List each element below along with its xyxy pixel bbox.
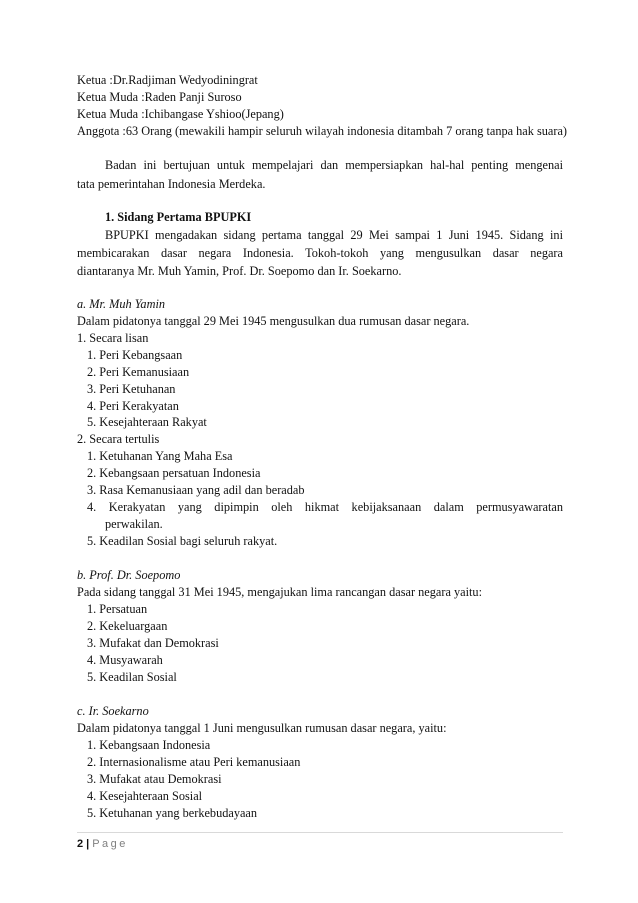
list-item: 2. Kekeluargaan: [87, 619, 168, 633]
page-footer: [77, 837, 128, 851]
sidang-paragraph-line: diantaranya Mr. Muh Yamin, Prof. Dr. Soepomo dan Ir. Soekarno.: [77, 264, 402, 278]
list-item-continuation: perwakilan.: [105, 517, 163, 531]
list-item: 1. Kebangsaan Indonesia: [87, 738, 211, 752]
sidang-paragraph-line: BPUPKI mengadakan sidang pertama tanggal 29 Mei sampai 1 Juni 1945. Sidang ini: [105, 228, 563, 242]
page-number: 2: [77, 838, 84, 850]
member-ketua: Ketua :Dr.Radjiman Wedyodiningrat: [77, 73, 258, 87]
list-item: 4. Kesejahteraan Sosial: [87, 789, 203, 803]
section-heading-sidang: 1. Sidang Pertama BPUPKI: [105, 210, 252, 224]
yamin-lisan-label: 1. Secara lisan: [77, 331, 149, 345]
list-item: 5. Keadilan Sosial: [87, 670, 177, 684]
list-item: 3. Mufakat dan Demokrasi: [87, 636, 219, 650]
yamin-intro: Dalam pidatonya tanggal 29 Mei 1945 mengusulkan dua rumusan dasar negara.: [77, 314, 470, 328]
footer-separator: |: [86, 838, 90, 850]
list-item: 3. Mufakat atau Demokrasi: [87, 772, 222, 786]
list-item: 2. Internasionalisme atau Peri kemanusiaan: [87, 755, 301, 769]
list-item: 3. Peri Ketuhanan: [87, 382, 176, 396]
footer-divider: [77, 832, 563, 833]
list-item: 1. Ketuhanan Yang Maha Esa: [87, 449, 233, 463]
list-item: 5. Kesejahteraan Rakyat: [87, 415, 207, 429]
list-item: 4. Musyawarah: [87, 653, 163, 667]
list-item: 5. Keadilan Sosial bagi seluruh rakyat.: [87, 534, 278, 548]
sidang-paragraph-line: membicarakan dasar negara Indonesia. Tokoh-tokoh yang mengusulkan dasar negara: [77, 246, 563, 260]
list-item: 5. Ketuhanan yang berkebudayaan: [87, 806, 258, 820]
list-item: 4. Peri Kerakyatan: [87, 399, 179, 413]
list-item: 1. Peri Kebangsaan: [87, 348, 183, 362]
member-ketua-muda-2: Ketua Muda :Ichibangase Yshioo(Jepang): [77, 107, 284, 121]
list-item: 4. Kerakyatan yang dipimpin oleh hikmat kebijaksanaan dalam permusyawaratan: [87, 500, 563, 514]
member-anggota: Anggota :63 Orang (mewakili hampir seluruh wilayah indonesia ditambah 7 orang tanpa hak suara): [77, 124, 568, 138]
list-item: 1. Persatuan: [87, 602, 148, 616]
list-item: 2. Kebangsaan persatuan Indonesia: [87, 466, 261, 480]
subheading-yamin: a. Mr. Muh Yamin: [77, 297, 166, 311]
yamin-tertulis-label: 2. Secara tertulis: [77, 432, 160, 446]
intro-paragraph-line: Badan ini bertujuan untuk mempelajari dan mempersiapkan hal-hal penting mengenai: [105, 158, 563, 172]
list-item: 3. Rasa Kemanusiaan yang adil dan beradab: [87, 483, 305, 497]
soepomo-intro: Pada sidang tanggal 31 Mei 1945, mengajukan lima rancangan dasar negara yaitu:: [77, 585, 482, 599]
soekarno-intro: Dalam pidatonya tanggal 1 Juni mengusulkan rumusan dasar negara, yaitu:: [77, 721, 447, 735]
member-ketua-muda-1: Ketua Muda :Raden Panji Suroso: [77, 90, 242, 104]
intro-paragraph-line: tata pemerintahan Indonesia Merdeka.: [77, 177, 266, 191]
subheading-soekarno: c. Ir. Soekarno: [77, 704, 149, 718]
list-item: 2. Peri Kemanusiaan: [87, 365, 190, 379]
subheading-soepomo: b. Prof. Dr. Soepomo: [77, 568, 181, 582]
page-label: Page: [92, 838, 128, 850]
